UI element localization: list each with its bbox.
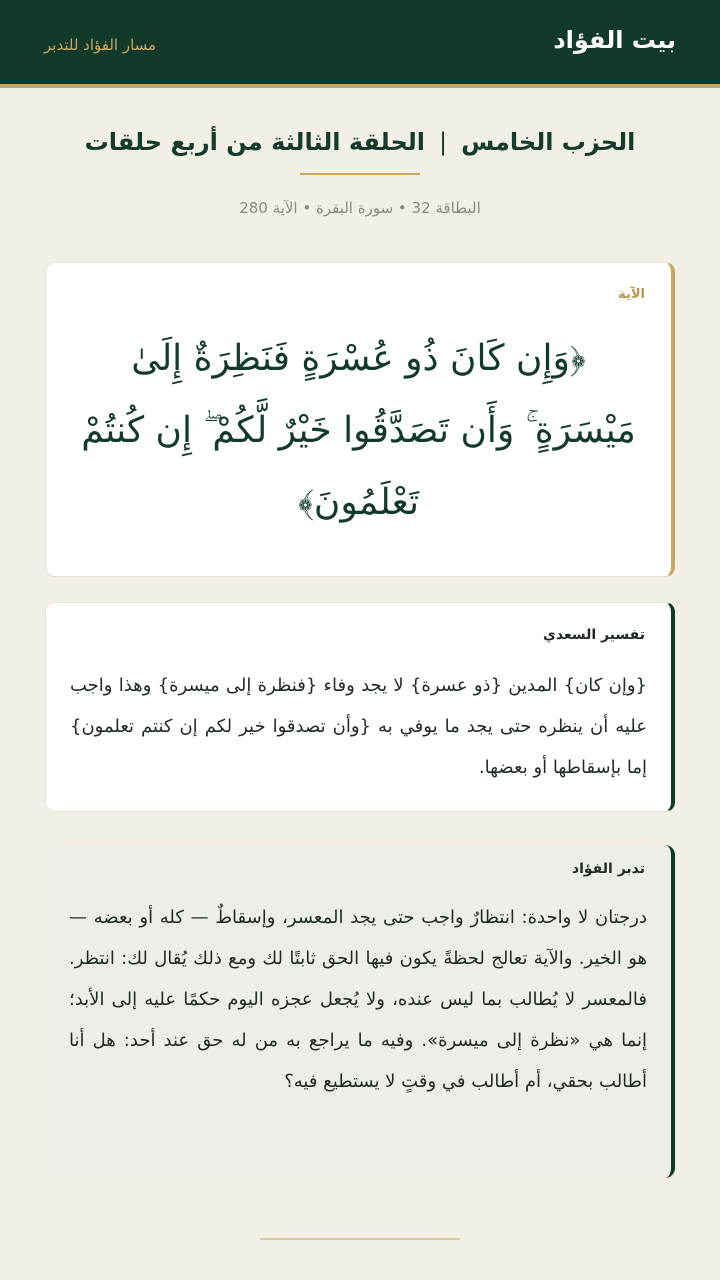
card-meta: البطاقة 32 • سورة البقرة • الآية 280	[239, 199, 481, 217]
app-title[interactable]: بيت الفؤاد	[553, 26, 676, 54]
tafsir-card	[45, 602, 675, 812]
reflection-card	[45, 845, 675, 1178]
chapter-heading	[0, 128, 720, 156]
tafsir-text: {وإن كان} المدين {ذو عسرة} لا يجد وفاء {فنظرة إلى ميسرة} وهذا واجب عليه أن ينظره حتى يجد ما يوفي به {وأن تصدقوا خير لكم إن كنتم تعلمون} إما بإسقاطها أو بعضها.	[70, 675, 647, 778]
footer-divider	[260, 1238, 460, 1240]
episode-label: الحلقة الثالثة من أربع حلقات	[84, 128, 426, 156]
reflection-label: تدبر الفؤاد	[571, 861, 645, 877]
reflection-text: درجتان لا واحدة: انتظارٌ واجب حتى يجد المعسر، وإسقاطٌ — كله أو بعضه — هو الخير. والآية تعالج لحظةً يكون فيها الحق ثابتًا لك ومع ذلك يُقال لك: انتظر. فالمعسر لا يُطالب بما ليس عنده، ولا يُجعل عجزه اليوم حكمًا عليه إلى الأبد؛ إنما هي «نظرة إلى ميسرة». وفيه ما يراجع به من له حق عند أحد: هل أنا أطالب بحقي، أم أطالب في وقتٍ لا يستطيع فيه؟	[69, 907, 647, 1092]
tafsir-label: تفسير السعدي	[543, 627, 645, 643]
app-subtitle[interactable]: مسار الفؤاد للتدبر	[44, 36, 157, 54]
hizb-label: الحزب الخامس	[461, 128, 636, 156]
heading-separator: |	[439, 128, 448, 156]
verse-text: ﴿وَإِن كَانَ ذُو عُسْرَةٍ فَنَظِرَةٌ إِلَىٰ مَيْسَرَةٍ ۚ وَأَن تَصَدَّقُوا خَيْرٌ لَّكُمْ ۖ إِن كُنتُمْ تَعْلَمُونَ﴾	[81, 338, 636, 523]
verse-label: الآية	[618, 287, 645, 302]
verse-card	[45, 262, 675, 577]
app-header	[0, 0, 720, 88]
heading-divider	[300, 173, 420, 175]
